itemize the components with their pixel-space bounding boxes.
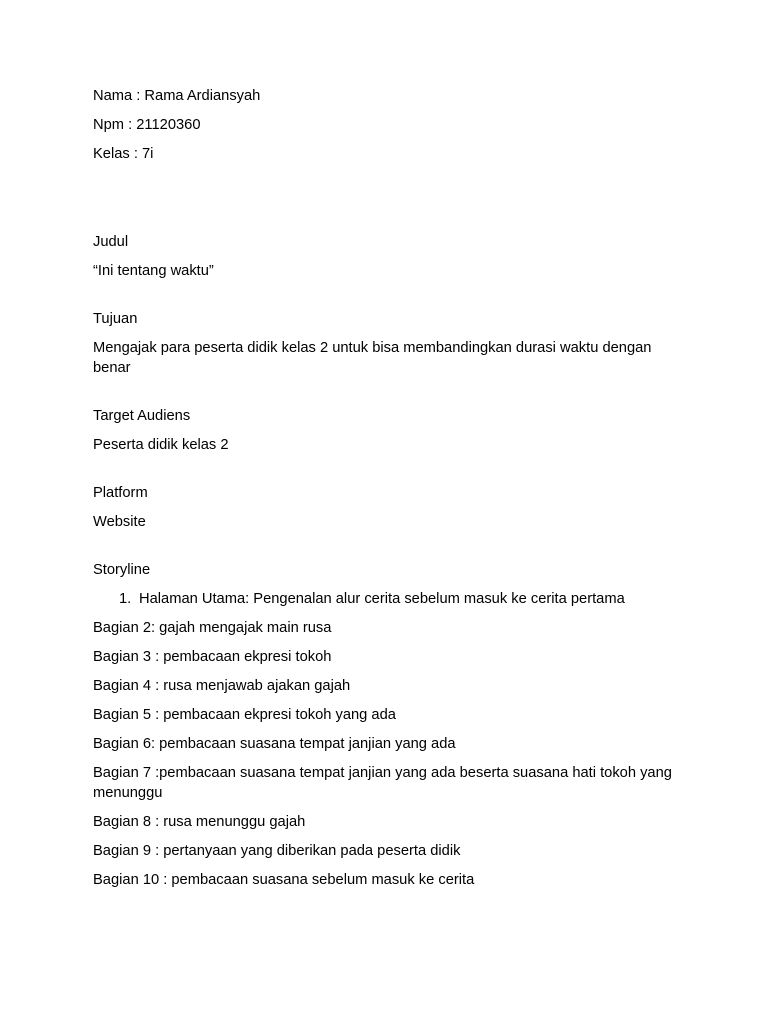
list-number: 1.	[119, 591, 132, 607]
judul-heading: Judul	[93, 234, 129, 250]
platform-value: Website	[93, 514, 146, 530]
storyline-item: Bagian 5 : pembacaan ekpresi tokoh yang ada	[93, 707, 396, 723]
storyline-item: Bagian 7 :pembacaan suasana tempat janjian yang ada beserta suasana hati tokoh yang menunggu	[93, 765, 672, 801]
storyline-item: Bagian 2: gajah mengajak main rusa	[93, 620, 332, 636]
storyline-item: Bagian 8 : rusa menunggu gajah	[93, 814, 306, 830]
tujuan-value: Mengajak para peserta didik kelas 2 untuk bisa membandingkan durasi waktu dengan benar	[93, 340, 652, 376]
list-item-text: Halaman Utama: Pengenalan alur cerita sebelum masuk ke cerita pertama	[139, 591, 625, 607]
storyline-item: Bagian 9 : pertanyaan yang diberikan pada peserta didik	[93, 843, 461, 859]
tujuan-heading: Tujuan	[93, 311, 138, 327]
storyline-item: Bagian 3 : pembacaan ekpresi tokoh	[93, 649, 332, 665]
storyline-item: Bagian 6: pembacaan suasana tempat janjian yang ada	[93, 736, 456, 752]
kelas-line: Kelas : 7i	[93, 146, 154, 162]
judul-value: “Ini tentang waktu”	[93, 263, 214, 279]
nama-line: Nama : Rama Ardiansyah	[93, 88, 261, 104]
target-value: Peserta didik kelas 2	[93, 437, 229, 453]
platform-heading: Platform	[93, 485, 148, 501]
npm-line: Npm : 21120360	[93, 117, 201, 133]
storyline-heading: Storyline	[93, 562, 151, 578]
document-content	[93, 86, 683, 890]
storyline-item: Bagian 4 : rusa menjawab ajakan gajah	[93, 678, 351, 694]
storyline-item: Bagian 10 : pembacaan suasana sebelum masuk ke cerita	[93, 872, 475, 888]
storyline-first-item	[93, 589, 683, 609]
target-heading: Target Audiens	[93, 408, 191, 424]
